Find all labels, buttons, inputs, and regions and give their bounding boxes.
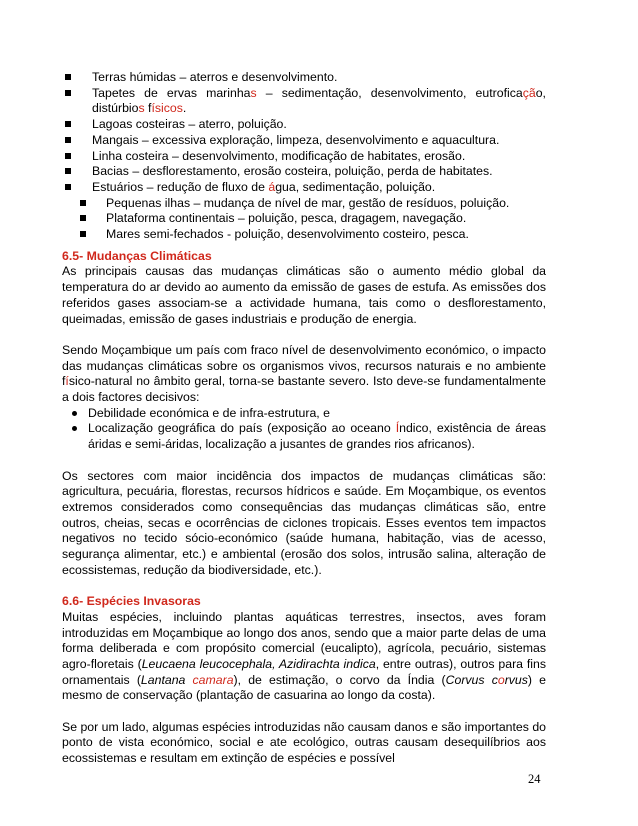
list-item: Linha costeira – desenvolvimento, modificação de habitates, erosão.	[62, 149, 546, 165]
paragraph: As principais causas das mudanças climáticas são o aumento médio global da temperatura do ar devido ao aumento da emissão de gases de estufa. As emissões dos referidos gases associam-se a actividade humana, tais como o desflorestamento, queimadas, emissão de gases industriais e produção de energia.	[62, 264, 546, 326]
list-item: Pequenas ilhas – mudança de nível de mar, gestão de resíduos, poluição.	[62, 196, 546, 212]
section-heading-invasive: 6.6- Espécies Invasoras	[62, 594, 201, 609]
list-item: Mangais – excessiva exploração, limpeza, desenvolvimento e aquacultura.	[62, 133, 546, 149]
paragraph: Os sectores com maior incidência dos impactos de mudanças climáticas são: agricultura, pecuária, florestas, recursos hídricos e saúde. Em Moçambique, os eventos extremos considerados como consequências das mudanças climáticas são, entre outros, cheias, secas e ocorrências de ciclones tropicais. Esses eventos tem impactos negativos no tecido sócio-económico (saúde humana, habitação, vias de acesso, segurança alimentar, etc.) e ambiental (erosão dos solos, intrusão salina, alteração de ecossistemas, redução da biodiversidade, etc.).	[62, 468, 546, 577]
paragraph: Se por um lado, algumas espécies introduzidas não causam danos e são importantes do ponto de vista económico, social e ate ecológico, outras causam desequilíbrios aos ecossistemas e resultam em extinção de espécies e possível	[62, 719, 546, 766]
list-item: Estuários – redução de fluxo de água, sedimentação, poluição.	[62, 180, 546, 196]
list-item: Plataforma continentais – poluição, pesca, dragagem, navegação.	[62, 211, 546, 227]
list-item: Mares semi-fechados - poluição, desenvolvimento costeiro, pesca.	[62, 227, 546, 243]
list-item: Lagoas costeiras – aterro, poluição.	[62, 117, 546, 133]
list-item: Tapetes de ervas marinhas – sedimentação, desenvolvimento, eutroficação, distúrbios físicos.	[62, 86, 546, 117]
list-item: Terras húmidas – aterros e desenvolvimento.	[62, 70, 546, 86]
paragraph: Muitas espécies, incluindo plantas aquáticas terrestres, insectos, aves foram introduzidas em Moçambique ao longo dos anos, sendo que a maior parte delas de uma forma deliberada e com propósito comercial (eucalipto), agrícola, pecuário, sistemas agro-floretais (Leucaena leucocephala, Azidirachta indica, entre outras), outros para fins ornamentais (Lantana camara), de estimação, o corvo da Índia (Corvus corvus) e mesmo de conservação (plantação de casuarina ao longo da costa).	[62, 609, 547, 703]
document-page	[62, 70, 546, 767]
paragraph: Sendo Moçambique um país com fraco nível de desenvolvimento económico, o impacto das mudanças climáticas sobre os organismos vivos, recursos naturais e no ambiente físico-natural no âmbito geral, torna-se bastante severo. Isto deve-se fundamentalmente a dois factores decisivos:	[62, 342, 546, 405]
section-heading-climate: 6.5- Mudanças Climáticas	[62, 248, 212, 263]
impact-list	[62, 70, 546, 196]
factors-list	[62, 406, 546, 453]
page-number: 24	[528, 772, 541, 786]
list-item: Localização geográfica do país (exposição ao oceano Índico, existência de áreas áridas e semi-áridas, localização a jusantes de grandes rios africanos).	[62, 421, 546, 452]
list-item: Bacias – desflorestamento, erosão costeira, poluição, perda de habitates.	[62, 164, 546, 180]
list-item: Debilidade económica e de infra-estrutura, e	[62, 406, 546, 422]
impact-sublist	[62, 196, 546, 243]
